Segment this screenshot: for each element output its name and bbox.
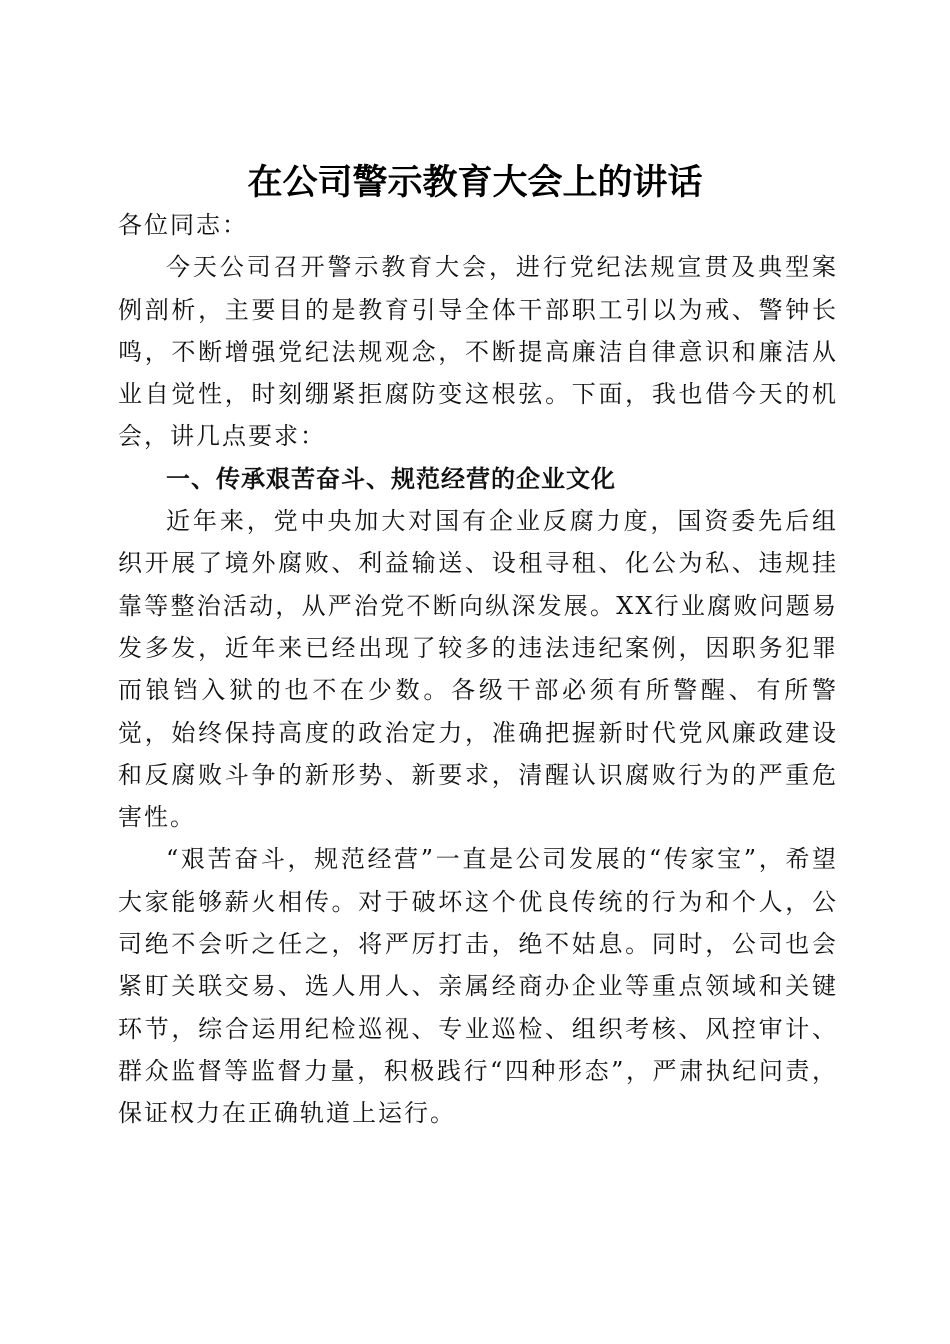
section-1-paragraph-1: 近年来，党中央加大对国有企业反腐力度，国资委先后组织开展了境外腐败、利益输送、设租寻租、化公为私、违规挂靠等整治活动，从严治党不断向纵深发展。XX行业腐败问题易发多发，近年来已经出现了较多的违法违纪案例，因职务犯罪而锒铛入狱的也不在少数。各级干部必须有所警醒、有所警觉，始终保持高度的政治定力，准确把握新时代党风廉政建设和反腐败斗争的新形势、新要求，清醒认识腐败行为的严重危害性。 [118,507,838,832]
intro-paragraph: 今天公司召开警示教育大会，进行党纪法规宣贯及典型案例剖析，主要目的是教育引导全体干部职工引以为戒、警钟长鸣，不断增强党纪法规观念，不断提高廉洁自律意识和廉洁从业自觉性，时刻绷紧拒腐防变这根弦。下面，我也借今天的机会，讲几点要求： [118,253,838,451]
document-body [118,204,838,1135]
section-heading-1: 一、传承艰苦奋斗、规范经营的企业文化 [166,464,616,493]
section-1-paragraph-2: “艰苦奋斗，规范经营”一直是公司发展的“传家宝”，希望大家能够薪火相传。对于破坏这个优良传统的行为和个人，公司绝不会听之任之，将严厉打击，绝不姑息。同时，公司也会紧盯关联交易、选人用人、亲属经商办企业等重点领域和关键环节，综合运用纪检巡视、专业巡检、组织考核、风控审计、群众监督等监督力量，积极践行“四种形态”，严肃执纪问责，保证权力在正确轨道上运行。 [118,845,838,1128]
document-title: 在公司警示教育大会上的讲话 [247,162,703,204]
salutation: 各位同志： [118,211,248,239]
